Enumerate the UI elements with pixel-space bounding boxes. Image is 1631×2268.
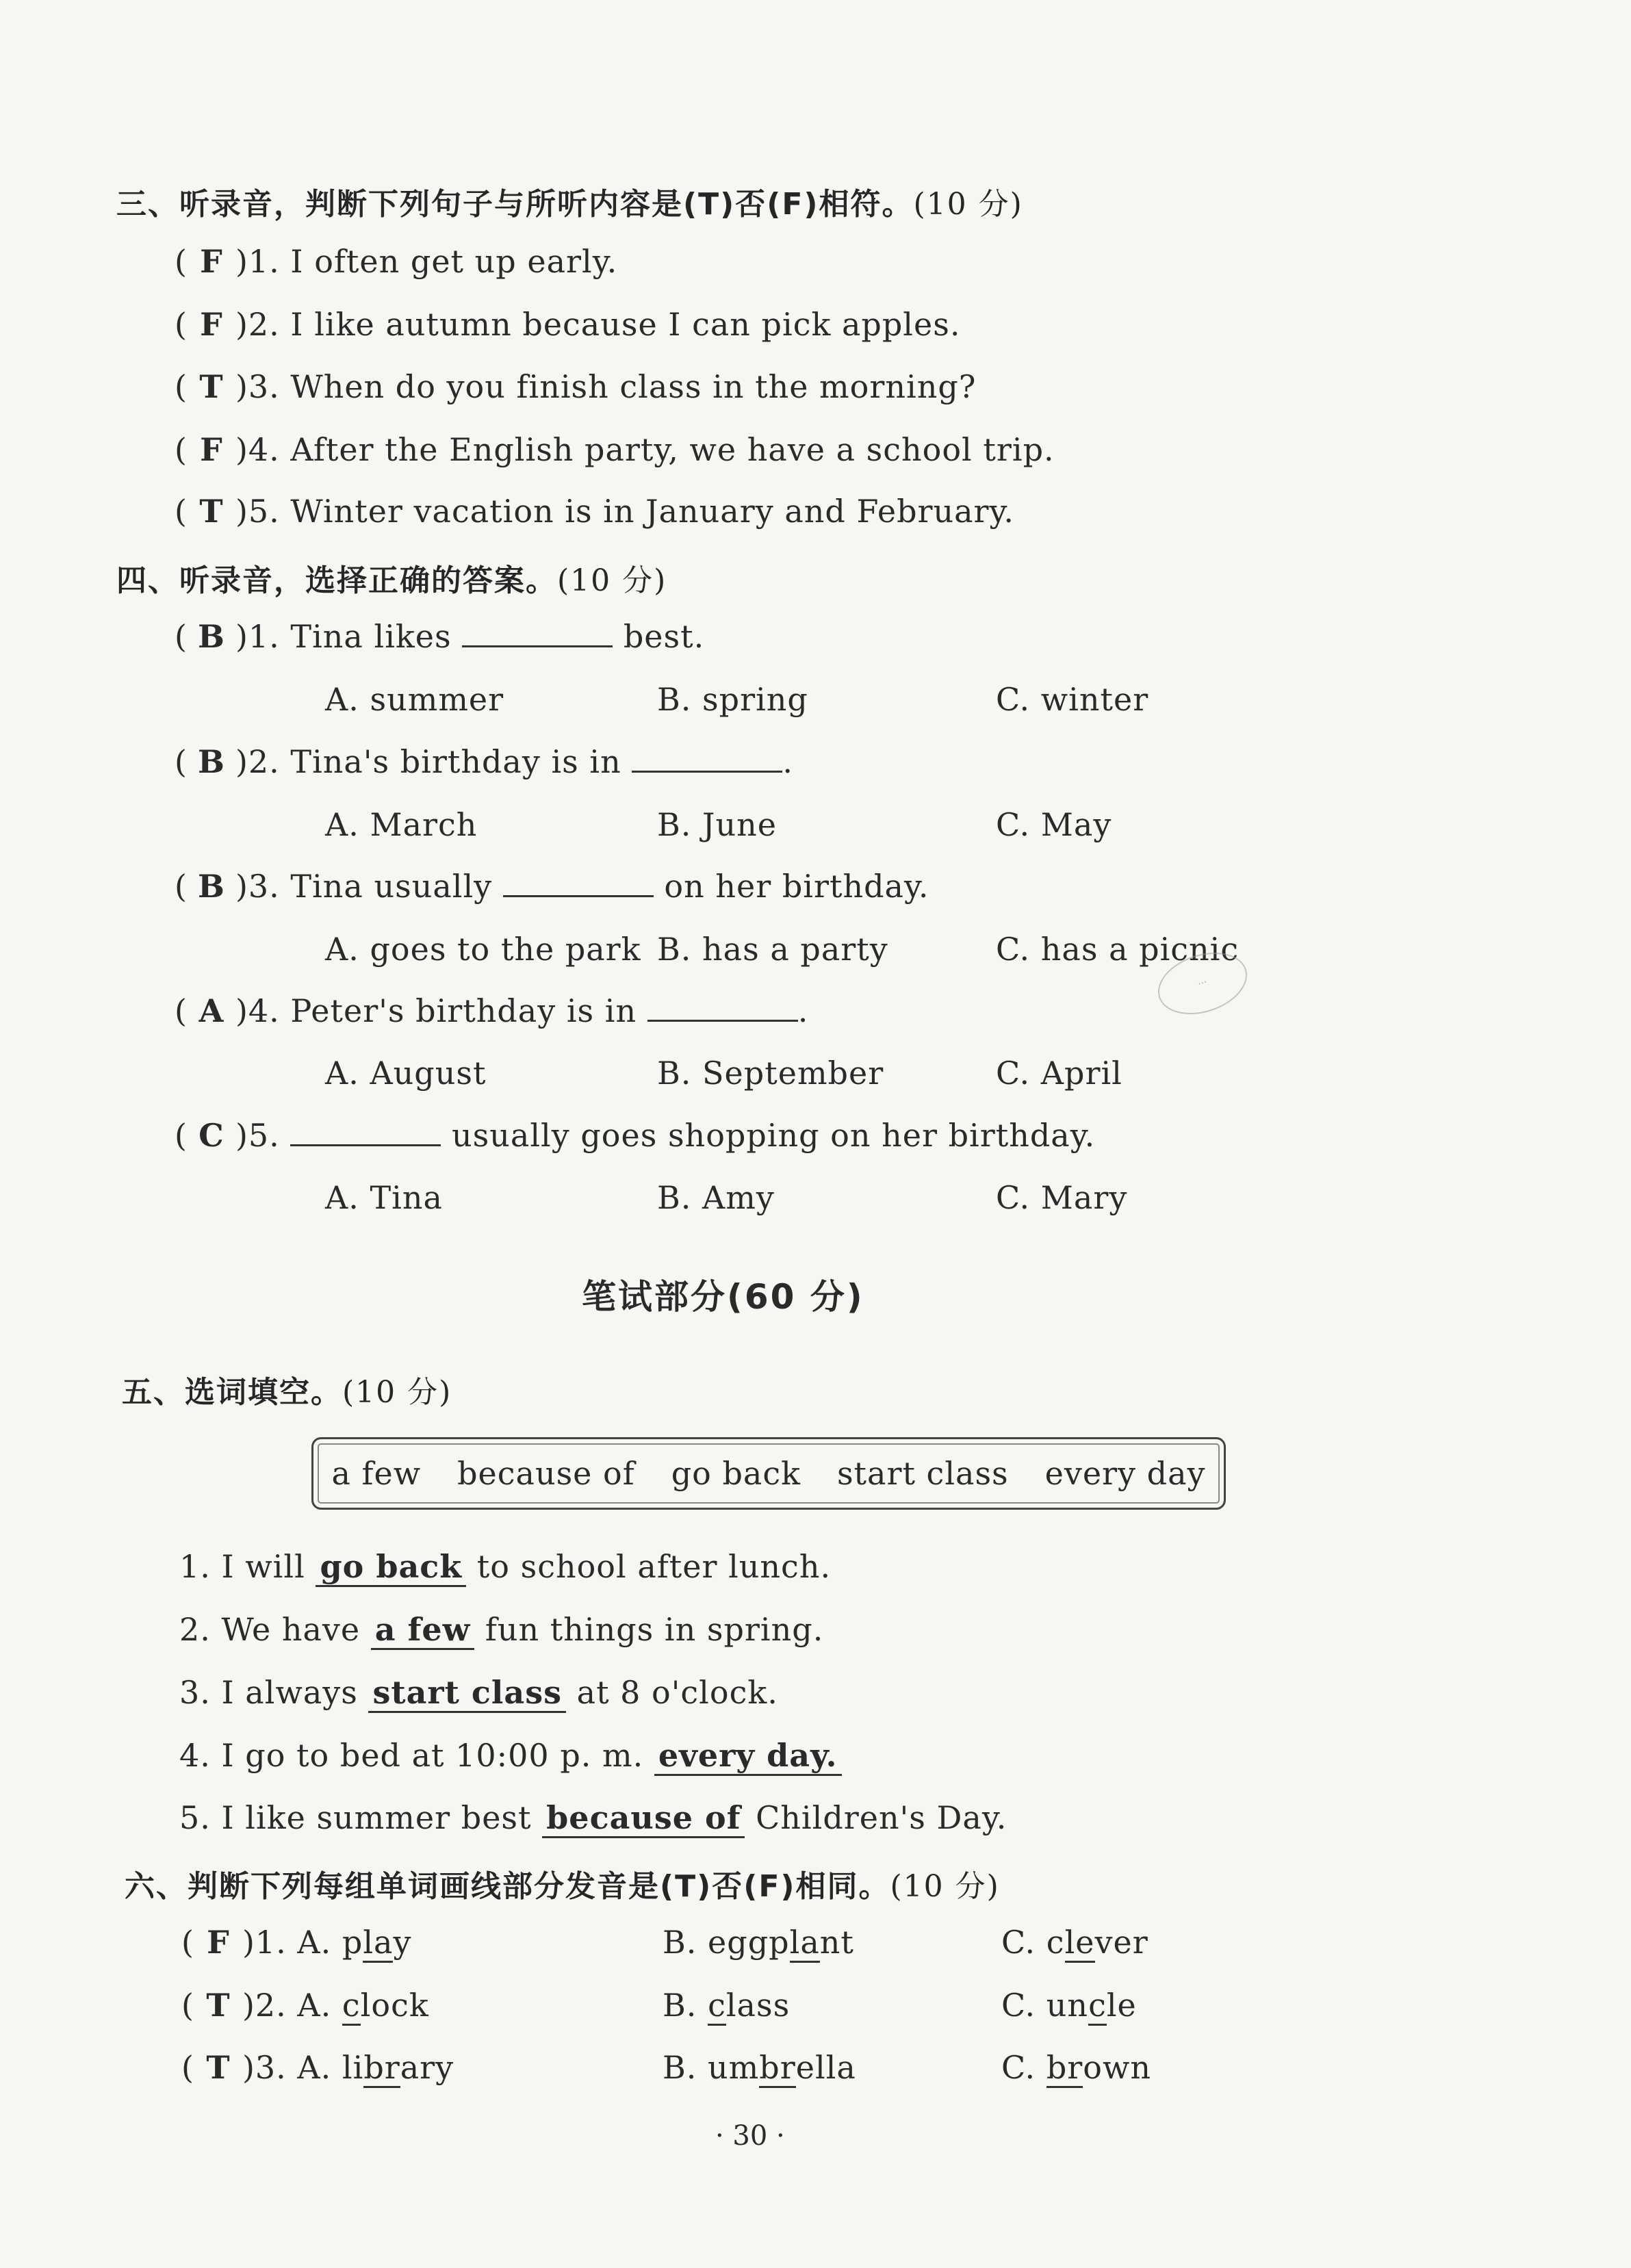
s6-item-2-option-b [663, 1987, 790, 2024]
item-text: )2. Tina's birthday is in [235, 743, 621, 780]
section-3-heading [116, 179, 1023, 223]
word-part: lock [360, 1987, 429, 2024]
option-c: C. winter [996, 681, 1149, 718]
word-part: B. eggp [663, 1924, 790, 1961]
answer-blank [290, 1118, 441, 1146]
s4-item-5: ( C )5. usually goes shopping on her birthday. [175, 1117, 1096, 1154]
section-5-points: (10 分) [342, 1375, 452, 1410]
section-4-heading [116, 556, 667, 600]
s4-item-2: ( B )2. Tina's birthday is in . [175, 743, 793, 780]
answer-blank [647, 994, 798, 1022]
answer: T [199, 493, 224, 530]
word-part: C. c [1001, 1924, 1065, 1961]
item-text: )5. [235, 1117, 280, 1154]
filled-answer: a few [371, 1611, 474, 1650]
underlined-part: le [1065, 1924, 1095, 1963]
filled-answer: every day. [654, 1737, 842, 1776]
answer-blank [462, 619, 613, 647]
section-5-heading-text: 五、选词填空。 [122, 1375, 342, 1410]
option-a: A. Tina [325, 1179, 443, 1216]
underlined-part: c [1088, 1987, 1107, 2026]
item-text: 2. We have [179, 1611, 361, 1648]
section-3-heading-text: 三、听录音，判断下列句子与所听内容是(T)否(F)相符。 [116, 187, 914, 222]
word-part: nt [819, 1924, 854, 1961]
s6-item-3-option-b [663, 2049, 856, 2086]
word-part: le [1106, 1987, 1137, 2024]
item-text-end: fun things in spring. [485, 1611, 824, 1648]
item-text: )4. Peter's birthday is in [235, 992, 637, 1029]
option-a: A. August [325, 1055, 487, 1092]
word-part: A. li [297, 2049, 364, 2086]
option-b: B. has a party [657, 931, 888, 968]
filled-answer: go back [316, 1548, 466, 1587]
watermark-stamp: ··· [1150, 942, 1255, 1025]
word-bank-item: because of [457, 1455, 635, 1492]
answer-blank [503, 869, 654, 897]
s4-item-3: ( B )3. Tina usually on her birthday. [175, 868, 929, 905]
item-text: )1. I often get up early. [235, 243, 618, 280]
option-c: C. May [996, 806, 1112, 843]
page-number: · 30 · [715, 2120, 785, 2152]
s6-item-3: ( T )3. A. library [181, 2049, 454, 2086]
filled-answer: because of [542, 1799, 745, 1838]
item-text-end: best. [623, 618, 705, 655]
s6-item-2-option-c [1001, 1987, 1137, 2024]
item-number: )3. [242, 2049, 287, 2086]
option-b: B. June [657, 806, 777, 843]
s6-item-2: ( T )2. A. clock [181, 1987, 429, 2024]
item-text: 4. I go to bed at 10:00 p. m. [179, 1737, 644, 1774]
s3-item-5: ( T )5. Winter vacation is in January and February. [175, 493, 1015, 530]
answer: T [199, 368, 224, 405]
underlined-part: c [342, 1987, 361, 2026]
option-c: C. has a picnic [996, 931, 1240, 968]
item-text-end: usually goes shopping on her birthday. [452, 1117, 1096, 1154]
word-bank-item: every day [1044, 1455, 1206, 1492]
answer: C [198, 1117, 224, 1154]
s5-item-5 [179, 1799, 1007, 1836]
s5-item-4 [179, 1737, 842, 1774]
section-5-heading [122, 1367, 452, 1411]
item-text: )1. Tina likes [235, 618, 452, 655]
s3-item-2: ( F )2. I like autumn because I can pick apples. [175, 306, 961, 343]
item-number: )2. [242, 1987, 287, 2024]
item-number: )1. [242, 1924, 287, 1961]
s3-item-4: ( F )4. After the English party, we have a school trip. [175, 431, 1055, 468]
word-part: A. p [297, 1924, 363, 1961]
word-part: C. un [1001, 1987, 1089, 2024]
word-part: ella [795, 2049, 856, 2086]
word-part: ver [1094, 1924, 1148, 1961]
item-text-end: Children's Day. [756, 1799, 1007, 1836]
answer: T [206, 2049, 231, 2086]
section-6-points: (10 分) [890, 1869, 1000, 1904]
section-6-heading-text: 六、判断下列每组单词画线部分发音是(T)否(F)相同。 [125, 1869, 890, 1904]
s5-item-1 [179, 1548, 831, 1585]
word-bank-item: start class [836, 1455, 1009, 1492]
word-part: y [393, 1924, 412, 1961]
answer: F [200, 306, 223, 343]
item-text-end: on her birthday. [664, 868, 929, 905]
item-text: )3. Tina usually [235, 868, 493, 905]
word-part: own [1083, 2049, 1151, 2086]
underlined-part: br [759, 2049, 795, 2088]
s6-item-1-option-b [663, 1924, 854, 1961]
word-bank [311, 1437, 1226, 1510]
underlined-part: br [1046, 2049, 1083, 2088]
item-text-end: to school after lunch. [476, 1548, 832, 1585]
option-b: B. Amy [657, 1179, 775, 1216]
s6-item-1-option-c [1001, 1924, 1148, 1961]
item-text: 1. I will [179, 1548, 305, 1585]
s6-item-3-option-c [1001, 2049, 1151, 2086]
underlined-part: la [363, 1924, 393, 1963]
word-part: B. um [663, 2049, 760, 2086]
option-c: C. Mary [996, 1179, 1128, 1216]
section-4-heading-text: 四、听录音，选择正确的答案。 [116, 563, 557, 598]
answer: T [206, 1987, 231, 2024]
s3-item-3: ( T )3. When do you finish class in the morning? [175, 368, 977, 405]
word-part: C. [1001, 2049, 1046, 2086]
answer-blank [632, 745, 782, 773]
item-text-end: at 8 o'clock. [576, 1674, 778, 1711]
option-a: A. goes to the park [325, 931, 641, 968]
item-text: 5. I like summer best [179, 1799, 532, 1836]
section-6-heading [125, 1861, 1000, 1905]
word-part: B. [663, 1987, 708, 2024]
answer: A [198, 992, 224, 1029]
word-part: ary [400, 2049, 454, 2086]
underlined-part: la [790, 1924, 820, 1963]
item-text: )2. I like autumn because I can pick apples. [235, 306, 961, 343]
option-c: C. April [996, 1055, 1122, 1092]
filled-answer: start class [368, 1674, 566, 1713]
s3-item-1: ( F )1. I often get up early. [175, 243, 618, 280]
item-text-end: . [782, 743, 793, 780]
written-part-title: 笔试部分(60 分) [582, 1277, 864, 1317]
item-text: )4. After the English party, we have a school trip. [235, 431, 1055, 468]
option-a: A. March [325, 806, 478, 843]
answer: F [200, 431, 223, 468]
section-3-points: (10 分) [913, 187, 1023, 222]
s4-item-1: ( B )1. Tina likes best. [175, 618, 705, 655]
underlined-part: c [708, 1987, 726, 2026]
item-text-end: . [797, 992, 809, 1029]
word-part: lass [725, 1987, 791, 2024]
option-b: B. spring [657, 681, 808, 718]
word-part: A. [297, 1987, 342, 2024]
item-text: 3. I always [179, 1674, 358, 1711]
option-b: B. September [657, 1055, 884, 1092]
s5-item-2 [179, 1611, 823, 1648]
s5-item-3 [179, 1674, 778, 1711]
answer: F [200, 243, 223, 280]
s6-item-1: ( F )1. A. play [181, 1924, 411, 1961]
underlined-part: br [363, 2049, 400, 2088]
s4-item-4: ( A )4. Peter's birthday is in . [175, 992, 809, 1029]
word-bank-item: go back [671, 1455, 801, 1492]
answer: B [198, 618, 225, 655]
answer: B [198, 743, 225, 780]
option-a: A. summer [325, 681, 504, 718]
answer: B [198, 868, 225, 905]
word-bank-item: a few [331, 1455, 422, 1492]
item-text: )5. Winter vacation is in January and February. [235, 493, 1015, 530]
answer: F [207, 1924, 230, 1961]
section-4-points: (10 分) [557, 563, 667, 598]
item-text: )3. When do you finish class in the morning? [235, 368, 977, 405]
